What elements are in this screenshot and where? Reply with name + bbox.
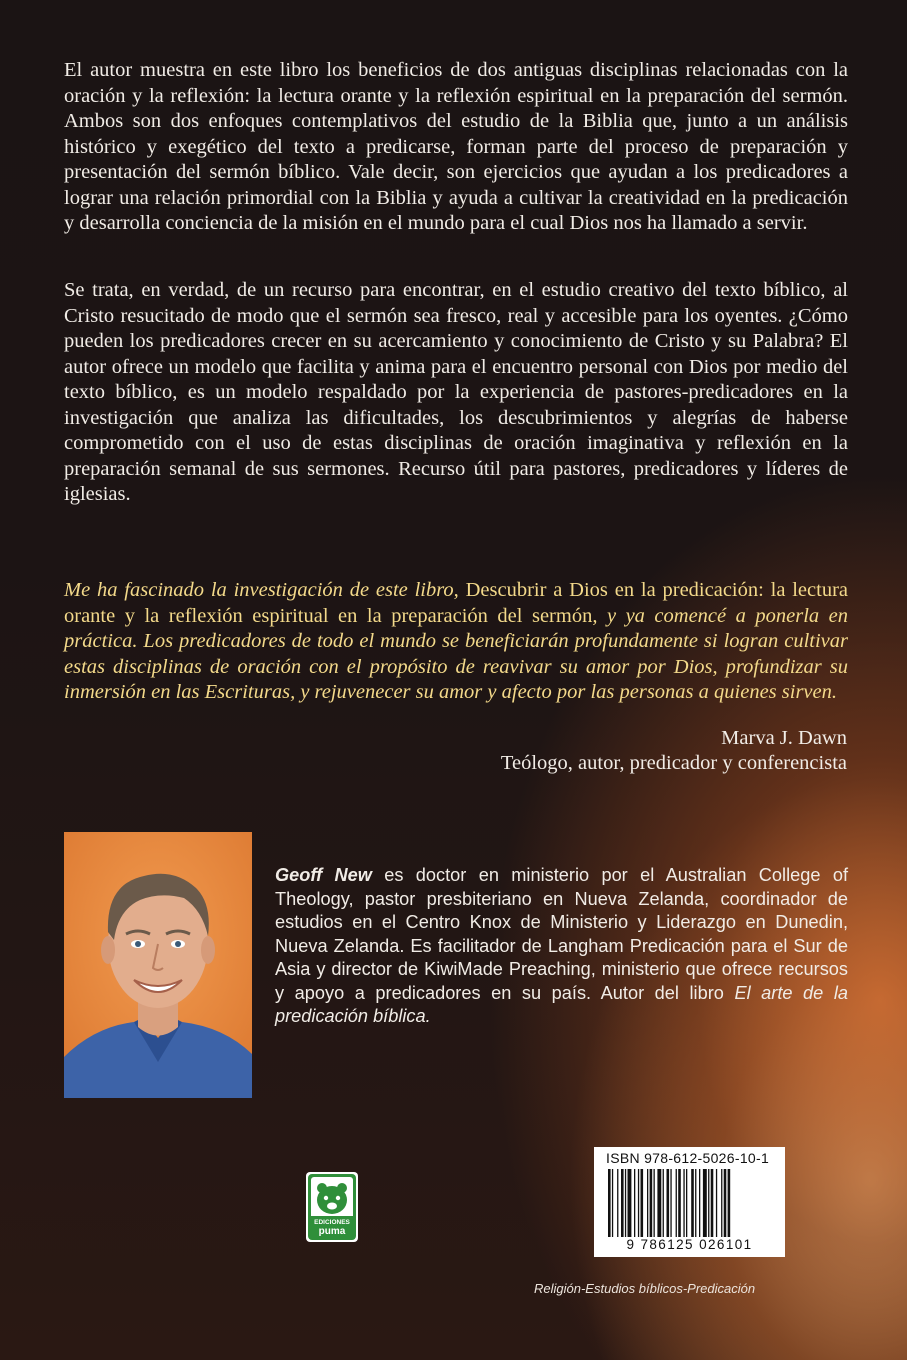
barcode-bar [612, 1169, 613, 1237]
barcode-bar [638, 1169, 639, 1237]
barcode-bar [678, 1169, 681, 1237]
quote-part-1: Me ha fascinado la investigación de este libro, [64, 579, 466, 601]
isbn-label: ISBN 978-612-5026-10-1 [606, 1150, 770, 1166]
author-name: Geoff New [275, 865, 372, 885]
quote-part-2: , y ya comencé a ponerla en práctica. Los predicadores de todo el mundo se beneficiarán profundamente si logran cultivar estas disciplinas de oración con el propósito de reavivar su amor por Dios, profundizar su inmersión en las Escrituras, y rejuvenecer su amor y afecto por las personas a quienes sirven. [64, 604, 848, 703]
blurb-paragraph-2: Se trata, en verdad, de un recurso para encontrar, en el estudio creativo del texto bíblico, al Cristo resucitado de modo que el sermón sea fresco, real y accesible para los oyentes. ¿Cómo pueden los predicadores crecer en su acercamiento y conocimiento de Cristo y su Palabra? El autor ofrece un modelo que facilita y anima para el encuentro personal con Dios por medio del texto bíblico, es un modelo respaldado por la experiencia de pastores-predicadores en la investigación que analiza las dificultades, los descubrimientos y alegrías de haberse comprometido con el uso de estas disciplinas de oración imaginativa y reflexión en la preparación semanal de sus sermones. Recurso útil para pastores, predicadores y líderes de iglesias. [64, 279, 848, 505]
barcode-bar [608, 1169, 611, 1237]
barcode-bar [654, 1169, 655, 1237]
author-bio [275, 864, 848, 1029]
quoted-book-title: Descubrir a Dios en la predicación: la lectura orante y la reflexión espiritual en la preparación del sermón [64, 579, 848, 627]
barcode-bar [683, 1169, 684, 1237]
barcode-bar [634, 1169, 635, 1237]
barcode-bar [647, 1169, 648, 1237]
barcode-bar [625, 1169, 626, 1237]
barcode-bar [728, 1169, 731, 1237]
barcode-bar [628, 1169, 632, 1237]
author-previous-book: El arte de la predicación bíblica. [275, 982, 848, 1026]
barcode-bar [721, 1169, 722, 1237]
barcode-bar [663, 1169, 664, 1237]
category-label: Religión-Estudios bíblicos-Predicación [534, 1281, 756, 1296]
barcode-bar [676, 1169, 677, 1237]
barcode-bar [695, 1169, 696, 1237]
barcode-bar [708, 1169, 709, 1237]
blurb-paragraph-1: El autor muestra en este libro los beneficios de dos antiguas disciplinas relacionadas con la oración y la reflexión: la lectura orante y la reflexión espiritual en la preparación del sermón. Ambos son dos enfoques contemplativos del estudio de la Biblia que, junto a un análisis histórico y exegético del texto a predicarse, forman parte del proceso de preparación y presentación del sermón bíblico. Vale decir, son ejercicios que ayudan a los predicadores a lograr una relación primordial con la Biblia y ayuda a cultivar la creatividad en la predicación y desarrolla conciencia de la misión en el mundo para el cual Dios nos ha llamado a servir. [64, 59, 848, 234]
barcode-bar [691, 1169, 694, 1237]
barcode-bar [641, 1169, 644, 1237]
publisher-logo [306, 1172, 358, 1242]
barcode-bar [703, 1169, 707, 1237]
endorser-role: Teólogo, autor, predicador y conferencista [500, 752, 847, 774]
barcode-bar [617, 1169, 618, 1237]
barcode-bar [686, 1169, 687, 1237]
endorser-name: Marva J. Dawn [721, 727, 847, 749]
publisher-logo-text-1: EDICIONES [314, 1219, 350, 1226]
endorsement-attribution [501, 726, 847, 776]
barcode-bar [724, 1169, 727, 1237]
author-photo [64, 832, 252, 1098]
barcode-bar [699, 1169, 700, 1237]
barcode-bar [650, 1169, 653, 1237]
barcode-bar [667, 1169, 670, 1237]
isbn-barcode [594, 1147, 785, 1257]
isbn-digits: 9 786125 026101 [626, 1237, 753, 1252]
barcode-bars [608, 1169, 771, 1237]
barcode-bar [711, 1169, 714, 1237]
barcode-bar [621, 1169, 624, 1237]
endorsement-quote [64, 578, 848, 706]
publisher-logo-text-2: puma [318, 1226, 346, 1237]
barcode-bar [657, 1169, 661, 1237]
barcode-bar [670, 1169, 671, 1237]
author-bio-text: es doctor en ministerio por el Australian College of Theology, pastor presbiteriano en Nueva Zelanda, coordinador de estudios en el Centro Knox de Ministerio y Liderazgo en Dunedin, Nueva Zelanda. Es facilitador de Langham Predicación para el Sur de Asia y director de KiwiMade Preaching, ministerio que ofrece recursos y apoyo a predicadores en su país. Autor del libro [275, 865, 848, 1003]
barcode-bar [716, 1169, 717, 1237]
